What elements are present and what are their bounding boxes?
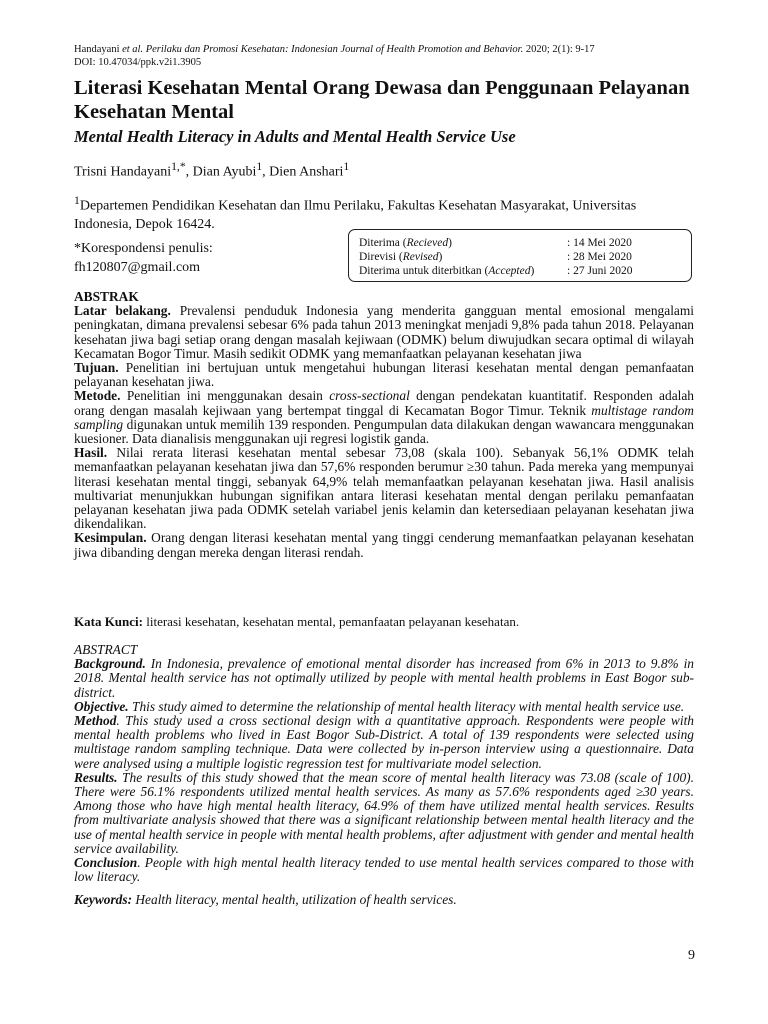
- doi-line[interactable]: DOI: 10.47034/ppk.v2i1.3905: [74, 57, 202, 68]
- correspondence-label: *Korespondensi penulis:: [74, 241, 213, 256]
- citation-header: [74, 43, 694, 69]
- author-list: Trisni Handayani$^{1,*}$, Dian Ayubi$^1$, Dien Anshari$^1$: [74, 160, 350, 180]
- citation-line: Handayani et al. Perilaku dan Promosi Kesehatan: Indonesian Journal of Health Promotion and Behavior. 2020; 2(1): 9-17: [74, 44, 595, 55]
- abstract-heading: ABSTRACT: [74, 642, 138, 657]
- dates-box: [348, 229, 692, 282]
- affiliation: $^1$Departemen Pendidikan Kesehatan dan Ilmu Perilaku, Fakultas Kesehatan Masyarakat, Universitas Indonesia, Depok 16424.: [74, 194, 637, 232]
- page-number: 9: [688, 948, 695, 963]
- paper-title: Literasi Kesehatan Mental Orang Dewasa dan Penggunaan Pelayanan Kesehatan Mental: [74, 77, 690, 123]
- correspondence: [74, 239, 213, 277]
- date-received: Diterima (Recieved) : 14 Mei 2020: [359, 237, 632, 249]
- abstract-conclusion: Conclusion. People with high mental health literacy tended to use mental health services compared to those with low literacy.: [74, 855, 694, 885]
- author-name: , Dian Ayubi: [185, 164, 257, 180]
- abstrak-section: [74, 290, 694, 560]
- kata-kunci: Kata Kunci: literasi kesehatan, kesehatan mental, pemanfaatan pelayanan kesehatan.: [74, 614, 520, 629]
- date-revised: Direvisi (Revised) : 28 Mei 2020: [359, 251, 632, 263]
- author-name: , Dien Anshari: [262, 164, 344, 180]
- abstrak-tujuan: Tujuan. Penelitian ini bertujuan untuk mengetahui hubungan literasi kesehatan mental dengan pemanfaatan pelayanan kesehatan jiwa.: [74, 360, 694, 390]
- abstract-keywords: Keywords: Health literacy, mental health, utilization of health services.: [74, 892, 457, 908]
- abstrak-hasil: Hasil. Nilai rerata literasi kesehatan mental sebesar 73,08 (skala 100). Sebanyak 56,1% ODMK telah memanfaatkan pelayanan kesehatan jiwa dan 57,6% responden berumur ≥30 tahun. Pada mereka yang mempunyai literasi kesehatan mental tinggi, sebanyak 64,9% telah memanfaatkan pelayanan kesehatan jiwa. Hasil analisis multivariat menunjukkan hubungan signifikan antara literasi kesehatan mental dengan perilaku pemanfaatan pelayanan kesehatan jiwa pada ODMK setelah variabel jenis kelamin dan ketersediaan pelayanan kesehatan jiwa dikendalikan.: [74, 445, 694, 532]
- abstrak-metode: Metode. Penelitian ini menggunakan desain cross-sectional dengan pendekatan kuantitatif. Responden adalah orang dengan masalah kejiwaan yang bertempat tinggal di Kecamatan Bogor Timur. Teknik multistage random sampling digunakan untuk memilih 139 responden. Pengumpulan data dilakukan dengan wawancara menggunakan kuesioner. Data dianalisis menggunakan uji regresi logistik ganda.: [74, 388, 694, 447]
- abstrak-kesimpulan: Kesimpulan. Orang dengan literasi kesehatan mental yang tinggi cenderung memanfaatkan pelayanan kesehatan jiwa dibanding dengan mereka dengan literasi rendah.: [74, 530, 694, 560]
- abstract-method: Method. This study used a cross sectional design with a quantitative approach. Respondents were people with mental health problems who lived in East Bogor Sub-District. A total of 139 respondents were selected using multistage random sampling technique. Data were collected by in-person interview using a questionnaire. Data were analysed using a multiple logistic regression test for multivariate model selection.: [74, 713, 694, 771]
- abstract-background: Background. In Indonesia, prevalence of emotional mental disorder has increased from 6% in 2013 to 9.8% in 2018. Mental health service has not optimally utilized by people with mental health problems in East Bogor sub-district.: [74, 656, 694, 700]
- abstrak-heading: ABSTRAK: [74, 289, 139, 304]
- date-accepted: Diterima untuk diterbitkan (Accepted) : 27 Juni 2020: [359, 265, 633, 277]
- abstract-section: [74, 643, 694, 908]
- abstrak-latar: Latar belakang. Prevalensi penduduk Indonesia yang menderita gangguan mental emosional mengalami peningkatan, dimana prevalensi sebesar 6% pada tahun 2013 meningkat menjadi 9,8% pada tahun 2018. Pelayanan kesehatan jiwa bagi setiap orang dengan masalah kejiwaan (ODMK) belum diwujudkan secara optimal di wilayah Kecamatan Bogor Timur. Masih sedikit ODMK yang memanfaatkan pelayanan kesehatan jiwa: [74, 303, 694, 361]
- correspondence-email[interactable]: fh120807@gmail.com: [74, 260, 201, 275]
- paper-subtitle: Mental Health Literacy in Adults and Mental Health Service Use: [74, 127, 516, 146]
- abstract-objective: Objective. This study aimed to determine the relationship of mental health literacy with mental health service use.: [74, 698, 685, 714]
- author-name: Trisni Handayani: [74, 164, 172, 180]
- abstract-results: Results. The results of this study showed that the mean score of mental health literacy was 73.08 (scale of 100). There were 56.1% respondents utilized mental health services. As many as 57.6% respondents aged ≥30 years. Among those who have high mental health literacy, 64.9% of them have utilized mental health services. Results from multivariate analysis showed that there was a significant relationship between mental health literacy and the use of mental health service in people with mental health problems, after adjustment with gender and mental health service availability.: [74, 769, 694, 856]
